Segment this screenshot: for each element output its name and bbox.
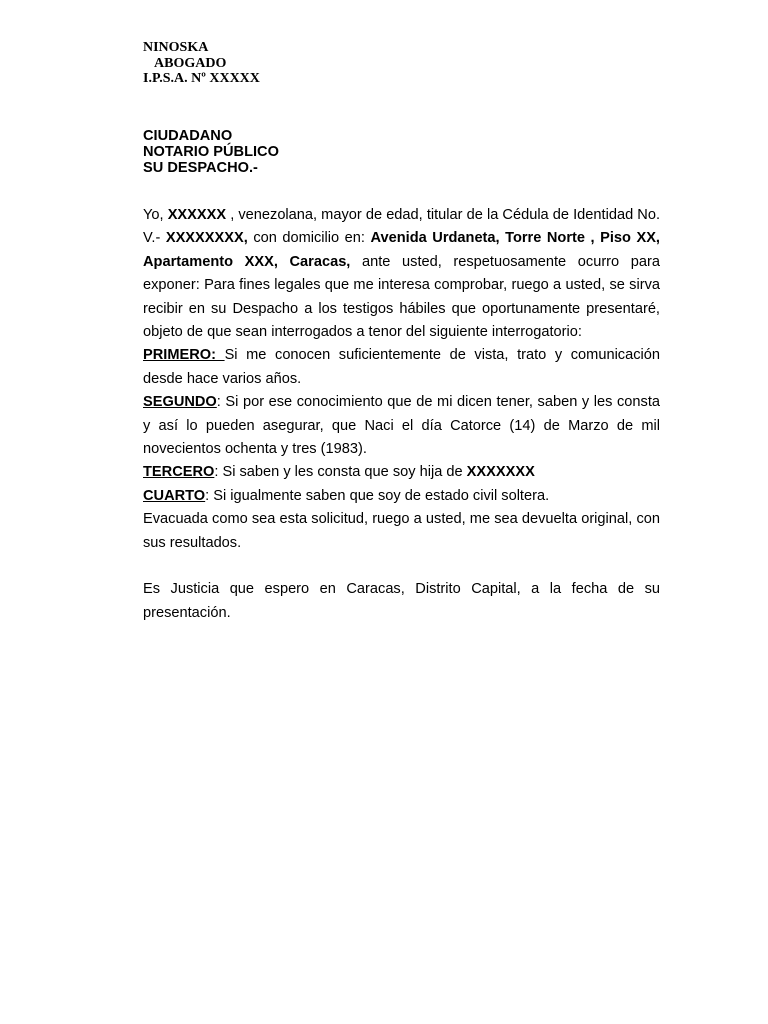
addressee-line-1: CIUDADANO [143,128,233,144]
intro-text-4: ante usted, respetuosamente ocurro para exponer: Para fines legales que me interesa comprobar, ruego a usted, se sirva recibir en su Despacho a los testigos hábiles que oportunamente presentaré, objeto de que sean interrogados a tenor del siguiente interrogatorio: [143,253,660,341]
intro-text-3: con domicilio en: [247,230,371,247]
letterhead [143,40,260,87]
question-segundo [143,391,660,461]
question-cuarto-label: CUARTO [143,487,206,504]
addressee-line-2: NOTARIO PÚBLICO [143,144,279,160]
question-segundo-label: SEGUNDO [143,394,217,411]
lawyer-registry: I.P.S.A. Nº XXXXX [143,71,260,86]
request-paragraph: Evacuada como sea esta solicitud, ruego a usted, me sea devuelta original, con sus resultados. [143,511,660,551]
intro-text-2: , venezolana, mayor de edad, titular de la Cédula de Identidad No. V.- [143,207,661,247]
intro-paragraph [143,204,660,344]
question-tercero-name: XXXXXXX [466,464,535,481]
question-primero [143,344,660,391]
applicant-address: Avenida Urdaneta, Torre Norte , Piso XX, Apartamento XXX, Caracas, [143,230,660,270]
question-segundo-text: : Si por ese conocimiento que de mi dicen tener, saben y les consta y así lo pueden asegurar, que Naci el día Catorce (14) de Marzo de mil novecientos ochenta y tres (1983). [143,394,660,458]
question-cuarto-text: : Si igualmente saben que soy de estado civil soltera. [205,487,550,504]
intro-text-1: Yo, [143,207,168,223]
applicant-name: XXXXXX [167,207,227,223]
question-cuarto [143,485,660,508]
lawyer-name: NINOSKA [143,40,209,55]
question-tercero [143,461,660,484]
addressee-block [143,128,279,176]
question-primero-text: Si me conocen suficientemente de vista, trato y comunicación desde hace varios años. [143,347,660,387]
question-tercero-label: TERCERO [143,464,215,481]
question-tercero-text: : Si saben y les consta que soy hija de [214,464,467,481]
question-primero-label: PRIMERO: [143,347,225,364]
applicant-cedula: XXXXXXXX, [165,230,248,247]
closing-paragraph: Es Justicia que espero en Caracas, Distrito Capital, a la fecha de su presentación. [143,581,660,621]
letter-body [143,204,660,625]
addressee-line-3: SU DESPACHO.- [143,160,258,176]
lawyer-title: ABOGADO [154,55,227,71]
